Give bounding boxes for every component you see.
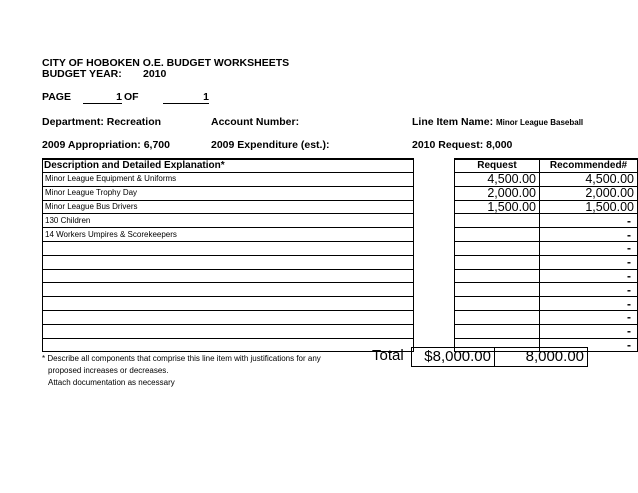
row-description — [43, 324, 414, 338]
row-description — [43, 241, 414, 255]
footnote-line-1: * Describe all components that comprise this line item with justifications for any — [42, 354, 321, 363]
row-recommended: - — [540, 283, 638, 297]
table-row — [43, 241, 638, 255]
row-request — [455, 324, 540, 338]
expenditure: 2009 Expenditure (est.): — [211, 139, 330, 151]
account-number: Account Number: — [211, 116, 300, 128]
page-label: PAGE — [42, 91, 71, 103]
col-recommended-header: Recommended# — [540, 159, 638, 173]
row-description — [43, 283, 414, 297]
table-row — [43, 173, 638, 187]
budget-table — [42, 158, 638, 352]
row-recommended: - — [540, 297, 638, 311]
row-recommended: - — [540, 255, 638, 269]
row-request — [455, 297, 540, 311]
row-request — [455, 269, 540, 283]
table-row — [43, 228, 638, 242]
table-header-row — [43, 159, 638, 173]
row-recommended: 1,500.00 — [540, 200, 638, 214]
row-request — [455, 228, 540, 242]
row-description — [43, 269, 414, 283]
table-row — [43, 186, 638, 200]
row-recommended: 2,000.00 — [540, 186, 638, 200]
request-summary: 2010 Request: 8,000 — [412, 139, 513, 151]
row-recommended: - — [540, 324, 638, 338]
budget-year-label: BUDGET YEAR: — [42, 68, 122, 80]
total-label: Total — [372, 347, 404, 364]
row-request: 4,500.00 — [455, 173, 540, 187]
col-description-header: Description and Detailed Explanation* — [43, 159, 414, 173]
table-row — [43, 324, 638, 338]
row-description: 130 Children — [43, 214, 414, 228]
of-label: OF — [124, 91, 139, 103]
footnote-line-2: proposed increases or decreases. — [48, 366, 169, 375]
total-request: $8,000.00 — [411, 347, 495, 367]
budget-year-value: 2010 — [143, 68, 167, 80]
row-request — [455, 241, 540, 255]
footnote-line-3: Attach documentation as necessary — [48, 378, 175, 387]
row-recommended: - — [540, 214, 638, 228]
table-row — [43, 269, 638, 283]
row-description: Minor League Bus Drivers — [43, 200, 414, 214]
row-recommended: - — [540, 269, 638, 283]
row-request — [455, 283, 540, 297]
row-description — [43, 338, 414, 352]
row-recommended: - — [540, 241, 638, 255]
row-request — [455, 214, 540, 228]
row-description: Minor League Trophy Day — [43, 186, 414, 200]
row-description — [43, 255, 414, 269]
row-description: 14 Workers Umpires & Scorekeepers — [43, 228, 414, 242]
page-number: 1 — [83, 91, 122, 104]
department: Department: Recreation — [42, 116, 162, 128]
row-request: 1,500.00 — [455, 200, 540, 214]
table-row — [43, 214, 638, 228]
table-row — [43, 310, 638, 324]
line-item-label: Line Item Name: — [412, 116, 494, 128]
row-description — [43, 310, 414, 324]
row-request: 2,000.00 — [455, 186, 540, 200]
worksheet-title: CITY OF HOBOKEN O.E. BUDGET WORKSHEETS — [42, 57, 290, 69]
total-recommended: 8,000.00 — [494, 347, 588, 367]
table-row — [43, 297, 638, 311]
table-row — [43, 255, 638, 269]
row-recommended: - — [540, 228, 638, 242]
row-description — [43, 297, 414, 311]
row-recommended: - — [540, 338, 638, 352]
page-total: 1 — [163, 91, 209, 104]
row-recommended: - — [540, 310, 638, 324]
appropriation: 2009 Appropriation: 6,700 — [42, 139, 170, 151]
row-request — [455, 310, 540, 324]
row-description: Minor League Equipment & Uniforms — [43, 173, 414, 187]
table-row — [43, 200, 638, 214]
table-row — [43, 283, 638, 297]
row-recommended: 4,500.00 — [540, 173, 638, 187]
line-item-value: Minor League Baseball — [496, 118, 584, 127]
row-request — [455, 255, 540, 269]
col-request-header: Request — [455, 159, 540, 173]
